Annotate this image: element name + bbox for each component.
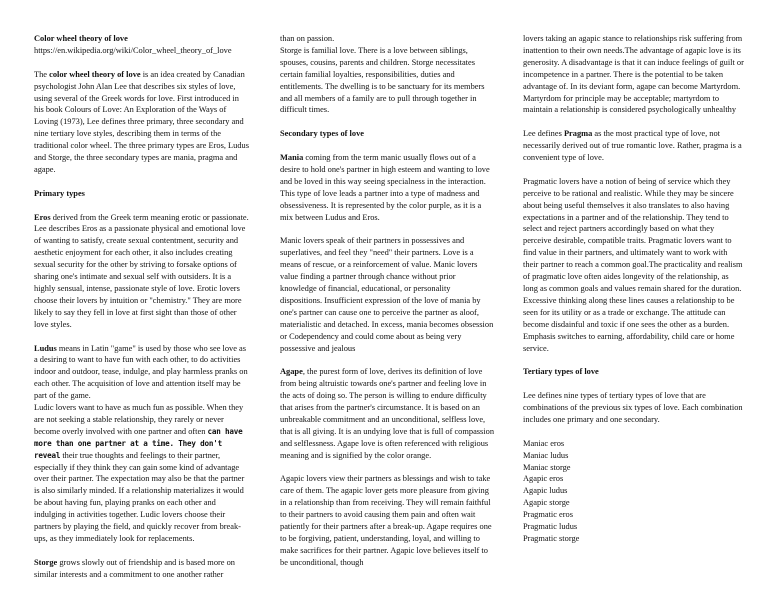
ludus-paragraph bbox=[34, 343, 250, 403]
mania-paragraph bbox=[280, 152, 494, 223]
eros-term: Eros bbox=[34, 212, 51, 222]
intro-bold: color wheel theory of love bbox=[49, 69, 141, 79]
intro-text: is an idea created by Canadian psychologist John Alan Lee that describes six styles of love, using several of the Greek words for love. First introduced in his book Colours of Love: An Exploration of the Ways of Loving (1973), Lee defines three primary, three secondary and nine tertiary love styles, describing them in terms of the traditional color wheel. The three primary types are Eros, Ludus and Storge, the three secondary types are mania, pragma and agape. bbox=[34, 69, 249, 174]
pragmatic-lovers-paragraph: Pragmatic lovers have a notion of being of service which they perceive to be rational and realistic. While they may be sincere about being useful themselves it also translates to also having expectations in a partner and of the relationship. They tend to select and reject partners accordingly based on what they perceive desirable, compatible traits. Pragmatic lovers want to find value in their partners, and ultimately want to work with their partner to reach a common goal.The practicality and realism of pragmatic love often aides longevity of the relationship, as long as common goals and values remain shared for the duration. Excessive thinking along these lines causes a relationship to be seen for its utility or as a trade or exchange. The attitude can become disdainful and toxic if one sees the other as a burden. Emphasis switches to earning, affordability, child care or home service. bbox=[523, 176, 743, 353]
list-item: Agapic storge bbox=[523, 498, 570, 508]
mania-text: coming from the term manic usually flows out of a desire to hold one's partner in high esteem and wanting to love and be loved in this way seeing specialness in the interaction. This type of love leads a partner into a type of madness and obsessiveness. It is represented by the color purple, as it is a mix between Ludus and Eros. bbox=[280, 153, 490, 222]
storge-term: Storge bbox=[34, 557, 58, 567]
agapic-continuation: lovers taking an agapic stance to relationships risk suffering from inattention to their own needs.The advantage of agapic love is its generosity. A disadvantage is that it can induce feelings of guilt or incompetence in a partner. There is the potential to be taken advantage of. In its deviant form, agape can become Martyrdom. Martyrdom for principle may be acceptable; martyrdom to maintain a relationship is considered psychologically unhealthy bbox=[523, 34, 744, 115]
pragma-pre: Lee defines bbox=[523, 129, 564, 139]
ludus-term: Ludus bbox=[34, 343, 57, 353]
storge-continuation: than on passion. bbox=[280, 34, 335, 43]
list-item: Agapic eros bbox=[523, 474, 564, 484]
storge-paragraph bbox=[34, 557, 250, 581]
eros-text: derived from the Greek term meaning erotic or passionate. Lee describes Eros as a passionate physical and emotional love of wanting to satisfy, create sexual contentment, security and aesthetic enjoyment for each other, it also includes creating sexual security for the other by striving to forsake options of sharing one's intimate and sexual self with outsiders. It is a highly sensual, intense, passionate style of love. Erotic lovers choose their lovers by intuition or "chemistry." They are more likely to say they fell in love at first sight than those of other love styles. bbox=[34, 212, 249, 329]
tertiary-types-heading: Tertiary types of love bbox=[523, 367, 599, 377]
list-item: Pragmatic ludus bbox=[523, 522, 578, 532]
source-url: https://en.wikipedia.org/wiki/Color_wheel_theory_of_love bbox=[34, 45, 232, 55]
pragma-text: as the most practical type of love, not necessarily derived out of true romantic love. Rather, pragma is a convenient type of love. bbox=[523, 129, 742, 163]
secondary-types-heading: Secondary types of love bbox=[280, 129, 364, 139]
agape-paragraph bbox=[280, 366, 494, 461]
pragma-term: Pragma bbox=[563, 129, 593, 139]
agapic-lovers-paragraph: Agapic lovers view their partners as blessings and wish to take care of them. The agapic lover gets more pleasure from giving in a relationship than from receiving. They will remain faithful to their partners to avoid causing them pain and often wait patiently for their partners after a break-up. Agape requires one to be forgiving, patient, understanding, loyal, and willing to make sacrifices for their partner. Agapic love believes itself to be unconditional, though bbox=[280, 474, 492, 567]
list-item: Agapic ludus bbox=[523, 486, 568, 496]
ludus-text: means in Latin "game" is used by those who see love as a desiring to want to have fun with each other, to do activities indoor and outdoor, tease, indulge, and play harmless pranks on each other. The acquisition of love and attention itself may be part of the game. bbox=[34, 343, 248, 401]
pragma-paragraph bbox=[523, 128, 744, 164]
mania-term: Mania bbox=[280, 153, 304, 163]
handwritten-insert: can have more than one partner at a time. They don't reveal bbox=[34, 426, 243, 460]
document-title: Color wheel theory of love bbox=[34, 34, 128, 43]
column-1 bbox=[34, 33, 250, 581]
list-item: Pragmatic eros bbox=[523, 510, 574, 520]
storge-text: grows slowly out of friendship and is based more on similar interests and a commitment to one another rather bbox=[34, 557, 235, 579]
column-2 bbox=[280, 33, 494, 569]
list-item: Maniac storge bbox=[523, 462, 571, 472]
storge-familial-paragraph: Storge is familial love. There is a love between siblings, spouses, cousins, parents and children. Storge necessitates certain familial loyalties, responsibilities, duties and entitlements. The dwelling is to be sanctuary for its members and all members of a family are to pull through together in difficult times. bbox=[280, 45, 485, 115]
column-3 bbox=[523, 33, 744, 545]
ludic-text-b: their true thoughts and feelings to their partner, especially if they think they can gain some kind of advantage over their partner. The expectation may also be that the partner is also similarly minded. If a relationship materializes it would be about having fun, playing pranks on each other and indulging in activities together. Ludic lovers choose their partners by playing the field, and quickly recover from break-ups, as they immediately look for replacements. bbox=[34, 450, 245, 543]
list-item: Maniac eros bbox=[523, 438, 565, 448]
manic-lovers-paragraph: Manic lovers speak of their partners in possessives and superlatives, and feel they "need" their partners. Love is a means of rescue, or a reinforcement of value. Manic lovers value finding a partner through chance without prior knowledge of financial, educational, or personality dispositions. Insufficient expression of the love of mania by one's partner can cause one to perceive the partner as aloof, materialistic and detached. In excess, mania becomes obsession or Codependency and could come about as being very possessive and jealous bbox=[280, 236, 494, 353]
ludic-text-a: Ludic lovers want to have as much fun as possible. When they are not seeking a stable relationship, they rarely or never become overly involved with one partner and often bbox=[34, 403, 244, 436]
agape-term: Agape bbox=[280, 367, 303, 377]
eros-paragraph bbox=[34, 212, 250, 331]
primary-types-heading: Primary types bbox=[34, 188, 85, 198]
list-item: Maniac ludus bbox=[523, 450, 569, 460]
intro-paragraph bbox=[34, 69, 250, 176]
ludic-paragraph bbox=[34, 402, 250, 545]
intro-pre: The bbox=[34, 69, 50, 79]
list-item: Pragmatic storge bbox=[523, 533, 580, 543]
tertiary-paragraph: Lee defines nine types of tertiary types of love that are combinations of the previous six types of love. Each combination includes one primary and one secondary. bbox=[523, 391, 743, 424]
agape-text: , the purest form of love, derives its definition of love from being altruistic towards one's partner and feeling love in the acts of doing so. The person is willing to endure difficulty that arises from the partner's circumstance. It is based on an unbreakable commitment and an unconditional, selfless love, that is all giving. It is an undying love that is full of compassion and selflessness. Agape love is often referenced with religious meaning and is signified by the color orange. bbox=[280, 367, 495, 460]
tertiary-types-list bbox=[523, 438, 744, 545]
